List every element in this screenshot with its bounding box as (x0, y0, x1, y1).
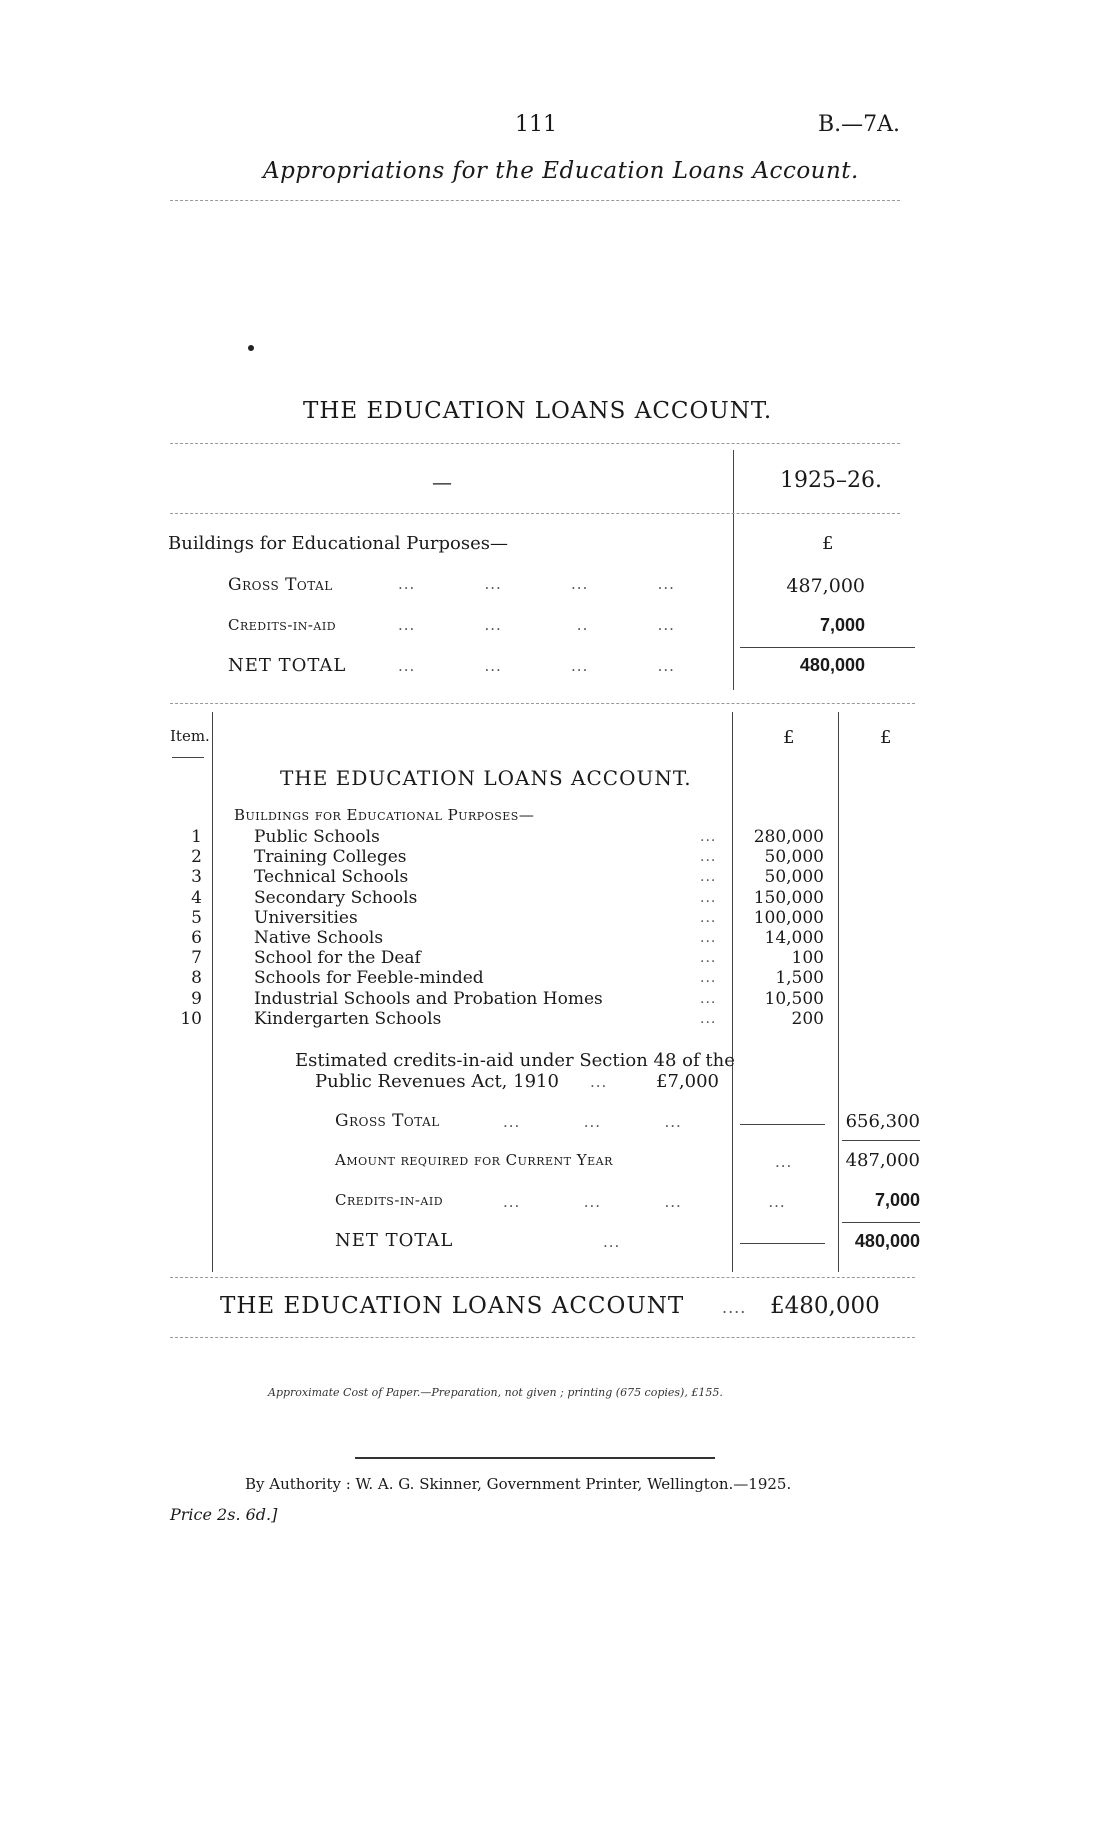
summary-col-year: 1925–26. (780, 468, 882, 493)
item-value: 200 (791, 1009, 824, 1029)
item-value: 14,000 (764, 928, 824, 948)
detail-label-col-divider (732, 712, 733, 1272)
detail-currency-2: £ (880, 727, 892, 748)
item-value: 50,000 (764, 867, 824, 887)
cost-note: Approximate Cost of Paper.—Preparation, not given ; printing (675 copies), £155. (268, 1386, 723, 1399)
item-leaders: ... (700, 829, 717, 845)
detail-net-label: NET TOTAL (335, 1230, 454, 1251)
item-label: School for the Deaf (254, 948, 421, 968)
detail-bottom-rule (170, 1277, 915, 1278)
detail-net-leaders: ... (603, 1233, 621, 1251)
item-value: 100 (791, 948, 824, 968)
credits-note-line1: Estimated credits-in-aid under Section 48 of the (295, 1050, 735, 1071)
item-leaders: ... (700, 930, 717, 946)
summary-heading: THE EDUCATION LOANS ACCOUNT. (303, 398, 773, 424)
total-line-label: THE EDUCATION LOANS ACCOUNT (220, 1293, 685, 1319)
item-value: 50,000 (764, 847, 824, 867)
item-number: 5 (191, 908, 202, 928)
item-leaders: ... (700, 950, 717, 966)
item-value: 10,500 (764, 989, 824, 1009)
item-number: 9 (191, 989, 202, 1009)
item-leaders: ... (700, 910, 717, 926)
amount-required-label: Amount required for Current Year (335, 1151, 613, 1169)
detail-credits-value: 7,000 (874, 1190, 920, 1210)
detail-gross-subtotal-rule (740, 1124, 825, 1125)
item-label: Kindergarten Schools (254, 1009, 442, 1029)
summary-header-rule (170, 513, 900, 514)
authority-line: By Authority : W. A. G. Skinner, Government Printer, Wellington.—1925. (245, 1475, 792, 1493)
item-label: Training Colleges (254, 847, 407, 867)
detail-gross-label: Gross Total (335, 1111, 440, 1131)
detail-group-label: Buildings for Educational Purposes— (234, 806, 535, 824)
total-line-rule (170, 1337, 915, 1338)
item-leaders: ... (700, 1011, 717, 1027)
detail-amount-col-divider (838, 712, 839, 1272)
summary-credits-leaders: ... ... .. ... (398, 616, 675, 634)
footer-rule (355, 1457, 715, 1459)
item-label: Native Schools (254, 928, 384, 948)
item-number: 4 (191, 888, 202, 908)
item-number: 1 (191, 827, 202, 847)
item-number: 2 (191, 847, 202, 867)
detail-credits-leaders: ... ... ... ... (503, 1193, 786, 1211)
detail-item-header: Item. (170, 727, 210, 745)
summary-col-dash: — (432, 470, 452, 494)
page-title: Appropriations for the Education Loans Account. (263, 158, 859, 184)
detail-gross-leaders: ... ... ... (503, 1113, 682, 1131)
summary-group-label: Buildings for Educational Purposes— (168, 533, 509, 554)
doc-reference: B.—7A. (818, 112, 901, 137)
amount-required-value: 487,000 (845, 1150, 920, 1171)
item-number: 6 (191, 928, 202, 948)
summary-net-value: 480,000 (799, 655, 865, 675)
item-leaders: ... (700, 849, 717, 865)
item-label: Secondary Schools (254, 888, 418, 908)
summary-gross-leaders: ... ... ... ... (398, 575, 675, 593)
item-number: 3 (191, 867, 202, 887)
item-label: Schools for Feeble-minded (254, 968, 484, 988)
summary-gross-value: 487,000 (786, 575, 865, 597)
credits-note-leaders: ... (590, 1073, 608, 1091)
item-number: 10 (180, 1009, 202, 1029)
summary-top-rule (170, 443, 900, 444)
summary-credits-value: 7,000 (819, 615, 865, 635)
page-number: 111 (515, 112, 557, 137)
item-leaders: ... (700, 869, 717, 885)
detail-gross-value: 656,300 (845, 1111, 920, 1132)
total-line-leaders: .... (722, 1298, 747, 1317)
detail-credits-rule (842, 1222, 920, 1223)
item-label: Industrial Schools and Probation Homes (254, 989, 603, 1009)
summary-credits-rule (740, 647, 915, 648)
item-leaders: ... (700, 970, 717, 986)
item-number: 8 (191, 968, 202, 988)
summary-currency: £ (822, 533, 834, 554)
summary-bottom-rule (170, 703, 915, 704)
item-value: 100,000 (753, 908, 824, 928)
price-line: Price 2s. 6d.] (170, 1505, 278, 1524)
amount-required-leaders: ... (775, 1153, 793, 1171)
summary-credits-label: Credits-in-aid (228, 616, 337, 634)
credits-note-amount: £7,000 (656, 1071, 719, 1092)
summary-col-divider (733, 450, 734, 690)
detail-item-col-divider (212, 712, 213, 1272)
total-line-value: £480,000 (770, 1293, 880, 1319)
item-value: 150,000 (753, 888, 824, 908)
credits-note-line2: Public Revenues Act, 1910 (315, 1071, 559, 1092)
detail-net-subtotal-rule (740, 1243, 825, 1244)
detail-heading: THE EDUCATION LOANS ACCOUNT. (280, 766, 692, 790)
bullet-mark (248, 345, 254, 351)
detail-net-value: 480,000 (854, 1231, 920, 1251)
item-number: 7 (191, 948, 202, 968)
item-label: Universities (254, 908, 358, 928)
summary-net-leaders: ... ... ... ... (398, 657, 675, 675)
detail-gross-value-rule (842, 1140, 920, 1141)
detail-credits-label: Credits-in-aid (335, 1191, 444, 1209)
item-leaders: ... (700, 890, 717, 906)
summary-net-label: NET TOTAL (228, 655, 347, 676)
item-value: 1,500 (775, 968, 824, 988)
detail-currency-1: £ (783, 727, 795, 748)
item-leaders: ... (700, 991, 717, 1007)
summary-gross-label: Gross Total (228, 575, 333, 595)
header-rule (170, 200, 900, 201)
detail-item-header-rule (172, 757, 204, 758)
item-label: Technical Schools (254, 867, 409, 887)
item-label: Public Schools (254, 827, 380, 847)
item-value: 280,000 (753, 827, 824, 847)
